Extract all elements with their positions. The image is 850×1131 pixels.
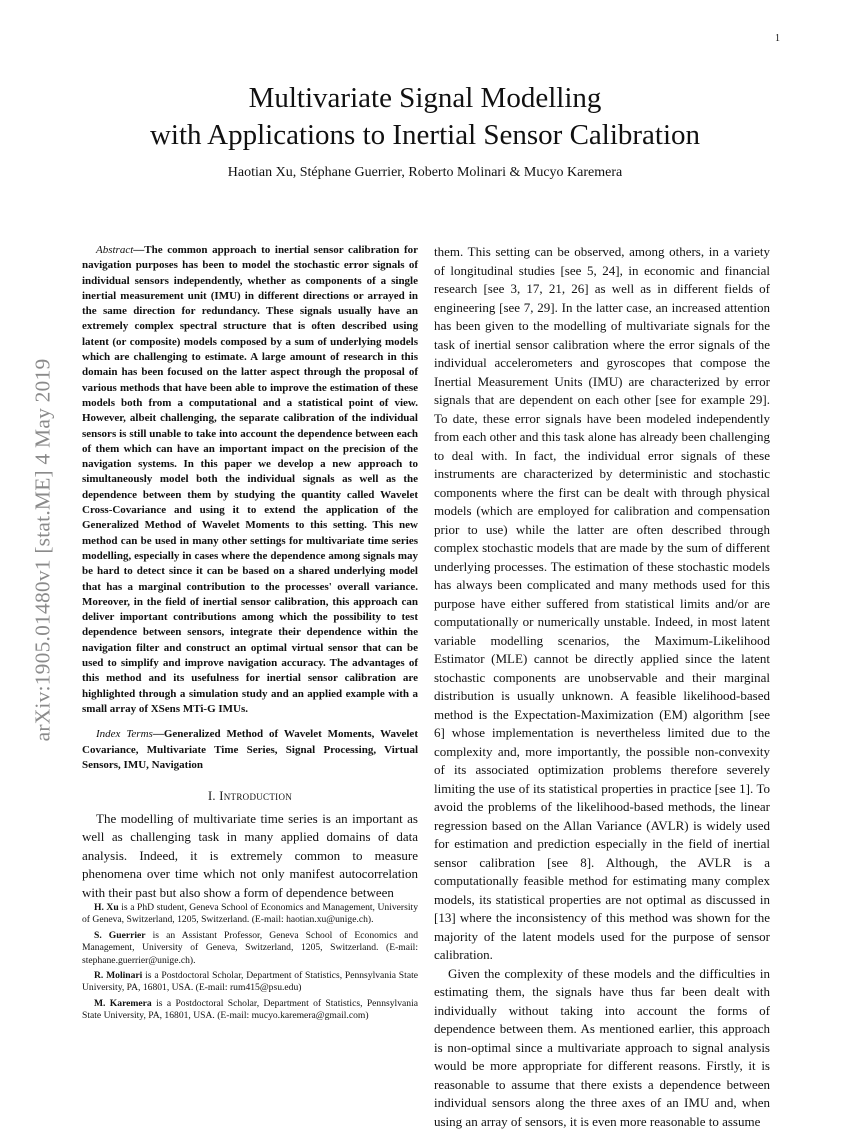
section-title: Introduction bbox=[219, 789, 292, 803]
footnote-karemera bbox=[82, 998, 418, 1023]
paper-title bbox=[60, 80, 790, 154]
right-paragraph-2: Given the complexity of these models and the difficulties in estimating them, the signals have thus far been dealt with individually without taking into account the forms of dependence between them. As mentioned earlier, this approach is non-optimal since a multivariate approach to signal analysis would be more appropriate for different reasons. Firstly, it is reasonable to assume that there exists a dependence between individual sensors along the three axes of an IMU and, when using an array of sensors, it is even more reasonable to assume bbox=[434, 965, 770, 1131]
section-number: I. bbox=[208, 789, 216, 803]
footnote-text: is a Postdoctoral Scholar, Department of Statistics, Pennsylvania State University, PA, 16801, USA. (E-mail: rum415@psu.edu) bbox=[82, 970, 418, 993]
index-terms-dash: — bbox=[153, 728, 164, 740]
left-column bbox=[82, 243, 418, 902]
footnote-text: is an Assistant Professor, Geneva School of Economics and Management, University of Geneva, Switzerland, 1205, Switzerland. (E-mail: stephane.guerrier@unige.ch). bbox=[82, 930, 418, 966]
author-list: Haotian Xu, Stéphane Guerrier, Roberto Molinari & Mucyo Karemera bbox=[60, 165, 790, 181]
abstract bbox=[82, 243, 418, 717]
arxiv-identifier bbox=[30, 290, 56, 810]
footnote-guerrier bbox=[82, 930, 418, 967]
section-heading-introduction bbox=[82, 787, 418, 806]
footnote-name: M. Karemera bbox=[94, 998, 152, 1009]
author-footnotes bbox=[82, 902, 418, 1026]
title-line-1: Multivariate Signal Modelling bbox=[60, 80, 790, 117]
footnote-xu bbox=[82, 902, 418, 927]
footnote-name: H. Xu bbox=[94, 902, 119, 913]
abstract-dash: — bbox=[133, 244, 144, 256]
abstract-text: The common approach to inertial sensor calibration for navigation purposes has been to model the stochastic error signals of individual sensors independently, whether as components of a single inertial measurement unit (IMU) in different directions or arrayed in the same direction for redundancy. These signals usually have an extremely complex spectral structure that is often described using latent (or composite) models composed by a sum of underlying models which are challenging to estimate. A large amount of research in this domain has been focused on the latter aspect through the proposal of various methods that have been able to improve the estimation of these models both from a computational and a statistical point of view. However, albeit challenging, the separate calibration of the individual sensors is still unable to take into account the dependence between each of them which can have an important impact on the precision of the navigation systems. In this paper we develop a new approach to simultaneously model both the individual signals as well as the dependence between them by studying the quantity called Wavelet Cross-Covariance and using it to extend the application of the Generalized Method of Wavelet Moments to this setting. This new method can be used in many other settings for multivariate time series modelling, especially in cases where the dependence among signals may be hard to detect since it can be based on a shared underlying model that has a marginal contribution to the processes' overall variance. Moreover, in the field of inertial sensor calibration, this approach can deliver important contributions among which the possibility to test dependence between sensors, integrate their dependence within the navigation filter and construct an optimal virtual sensor that can be used to simplify and improve navigation accuracy. The advantages of this method and its usefulness for inertial sensor calibration are highlighted through a simulation study and an applied example with a small array of XSens MTi-G IMUs. bbox=[82, 244, 418, 715]
arxiv-identifier-text: arXiv:1905.01480v1 [stat.ME] 4 May 2019 bbox=[31, 359, 56, 742]
footnote-name: R. Molinari bbox=[94, 970, 142, 981]
index-terms-label: Index Terms bbox=[96, 728, 153, 740]
intro-paragraph: The modelling of multivariate time series is an important as well as challenging task in many applied domains of data analysis. Indeed, it is extremely common to measure phenomena over time which not only manifest autocorrelation with their past but also show a form of dependence between bbox=[82, 810, 418, 903]
abstract-label: Abstract bbox=[96, 244, 133, 256]
right-column bbox=[434, 243, 770, 1131]
page-number: 1 bbox=[775, 33, 780, 44]
footnote-text: is a PhD student, Geneva School of Economics and Management, University of Geneva, Switzerland, 1205, Switzerland. (E-mail: haotian.xu@unige.ch). bbox=[82, 902, 418, 925]
right-paragraph-1: them. This setting can be observed, among others, in a variety of longitudinal studies [see 5, 24], in economic and financial research [see 3, 17, 21, 26] as well as in different fields of engineering [see 7, 29]. In the latter case, an increased attention has been given to the modelling of multivariate signals for the task of inertial sensor calibration where the error signals of the individual accelerometers and gyroscopes that compose the Inertial Measurement Units (IMU) are characterized by error signals that are dependent on each other [see for example 29]. To date, these error signals have been modeled independently from each other and this task alone has already been challenging to deal with. In fact, the individual error signals of these instruments are characterized by deterministic and stochastic components where the first can be dealt with through physical models (which are employed for calibration and compensation prior to use) while the latter are often described through complex stochastic models that are made by the sum of different underlying processes. The estimation of these stochastic models has always been complicated and many methods used for this purpose have either suffered from statistical limits and/or are computationally or numerically unstable. Indeed, in most latent variable modelling scenarios, the Maximum-Likelihood Estimator (MLE) cannot be directly applied since the latent stochastic components are unobservable and their marginal distribution is usually unknown. A feasible likelihood-based method is the Expectation-Maximization (EM) algorithm [see 6] whose implementation is nevertheless limited due to the complexity and, more importantly, the possible non-convexity of its associated optimization problems therefore severely limiting the use of its statistical properties in practice [see 1]. To avoid the problems of the likelihood-based methods, the linear regression based on the Allan Variance (AVLR) is widely used for estimation and prediction especially in the field of inertial sensor calibration [see 8]. Although, the AVLR is a computationally feasible method for estimating many complex models, its statistical properties are not optimal as discussed in [13] where the inconsistency of this method was shown for the majority of the latent models used for the purpose of sensor calibration. bbox=[434, 243, 770, 965]
footnote-molinari bbox=[82, 970, 418, 995]
index-terms-text: Generalized Method of Wavelet Moments, Wavelet Covariance, Multivariate Time Series, Signal Processing, Virtual Sensors, IMU, Navigation bbox=[82, 728, 418, 771]
title-line-2: with Applications to Inertial Sensor Calibration bbox=[60, 117, 790, 154]
footnote-text: is a Postdoctoral Scholar, Department of Statistics, Pennsylvania State University, PA, 16801, USA. (E-mail: mucyo.karemera@gmail.com) bbox=[82, 998, 418, 1021]
index-terms bbox=[82, 727, 418, 773]
footnote-name: S. Guerrier bbox=[94, 930, 146, 941]
